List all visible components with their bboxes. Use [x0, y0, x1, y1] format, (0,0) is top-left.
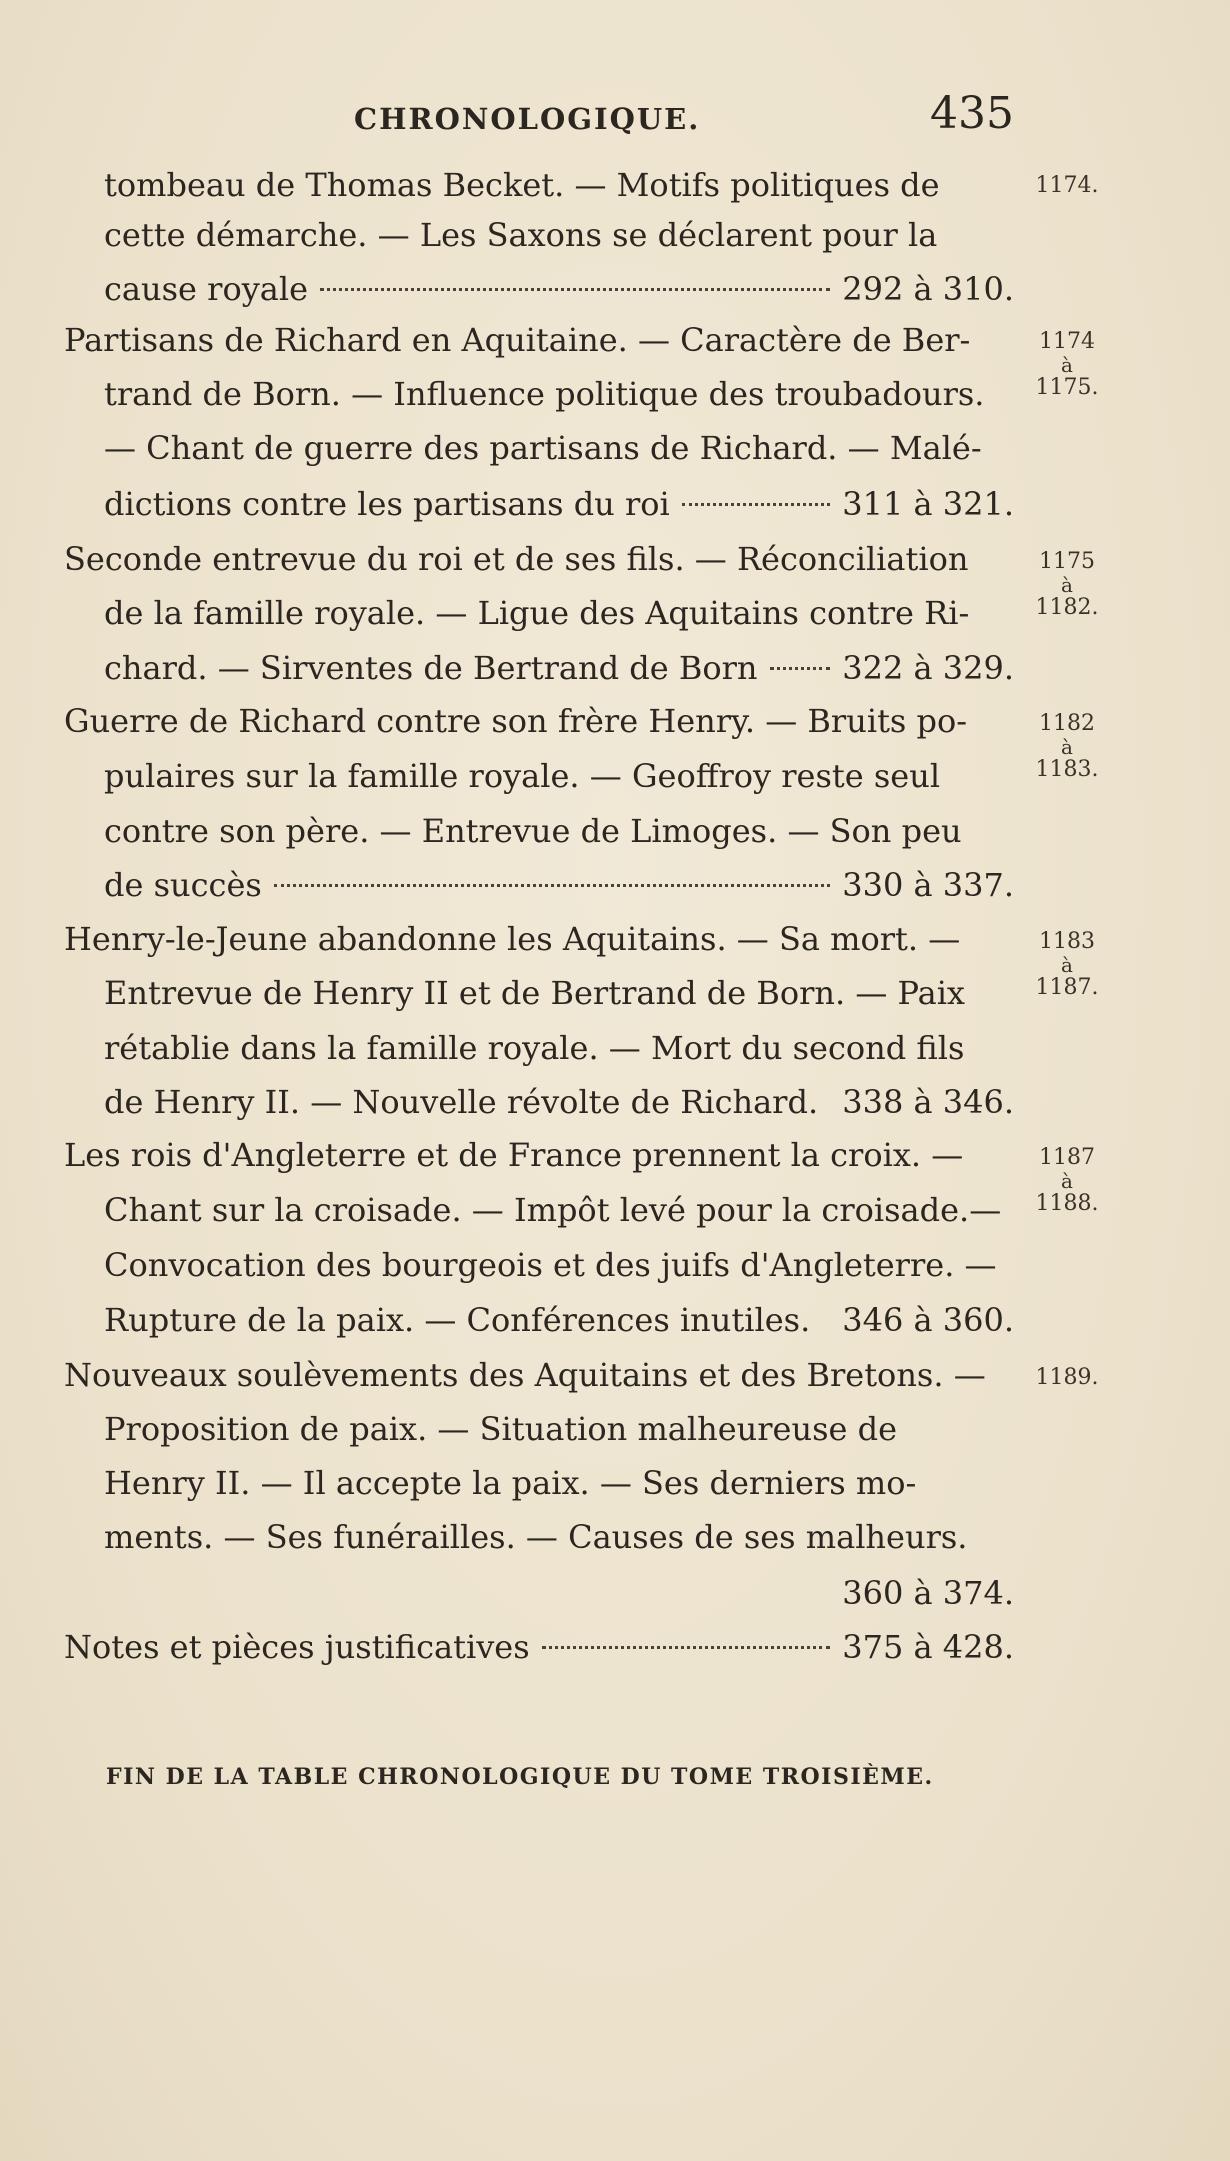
entry-line: Proposition de paix. — Situation malheureuse de — [104, 1410, 898, 1448]
page-range: 338 à 346. — [842, 1083, 1014, 1121]
entry-line: Chant sur la croisade. — Impôt levé pour la croisade.— — [104, 1191, 1002, 1229]
date-annotation: 1175 à 1182. — [1035, 549, 1099, 620]
entry-line: Nouveaux soulèvements des Aquitains et des Bretons. — — [64, 1356, 986, 1394]
running-title: CHRONOLOGIQUE. — [354, 102, 701, 136]
page-range-line — [104, 1568, 1014, 1618]
end-of-table-note: FIN DE LA TABLE CHRONOLOGIQUE DU TOME TROISIÈME. — [106, 1764, 934, 1790]
dot-leader — [274, 884, 830, 887]
date-annotation: 1174 à 1175. — [1035, 329, 1099, 400]
entry-line: Henry II. — Il accepte la paix. — Ses derniers mo- — [104, 1464, 917, 1502]
page-range: 375 à 428. — [842, 1628, 1014, 1666]
page-range: 360 à 374. — [842, 1574, 1014, 1612]
entry-line-with-pages: Notes et pièces justificatives 375 à 428. — [64, 1622, 1014, 1672]
entry-line: Henry-le-Jeune abandonne les Aquitains. — Sa mort. — — [64, 920, 961, 958]
page-range: 346 à 360. — [842, 1301, 1014, 1339]
date-annotation: 1182 à 1183. — [1035, 711, 1099, 782]
entry-line-with-pages: de Henry II. — Nouvelle révolte de Richard. 338 à 346. — [104, 1077, 1014, 1127]
entry-line: cette démarche. — Les Saxons se déclarent pour la — [104, 216, 938, 254]
date-annotation: 1189. — [1035, 1365, 1099, 1390]
entry-line-with-pages: chard. — Sirventes de Bertrand de Born 322 à 329. — [104, 643, 1014, 693]
entry-line: Partisans de Richard en Aquitaine. — Caractère de Ber- — [64, 321, 971, 359]
entry-line: contre son père. — Entrevue de Limoges. — Son peu — [104, 812, 962, 850]
entry-line-with-pages: de succès 330 à 337. — [104, 860, 1014, 910]
entry-line-with-pages: dictions contre les partisans du roi 311 à 321. — [104, 479, 1014, 529]
entry-line: trand de Born. — Influence politique des troubadours. — [104, 375, 985, 413]
entry-line-with-pages: Rupture de la paix. — Conférences inutiles. 346 à 360. — [104, 1295, 1014, 1345]
date-annotation: 1174. — [1035, 173, 1099, 198]
entry-line: ments. — Ses funérailles. — Causes de ses malheurs. — [104, 1518, 968, 1556]
entry-line: Guerre de Richard contre son frère Henry. — Bruits po- — [64, 702, 968, 740]
page-number: 435 — [930, 88, 1014, 139]
entry-line: Seconde entrevue du roi et de ses fils. — Réconciliation — [64, 540, 969, 578]
entry-line: Les rois d'Angleterre et de France prennent la croix. — — [64, 1136, 964, 1174]
dot-leader — [542, 1646, 831, 1649]
dot-leader — [320, 288, 830, 291]
entry-line: Convocation des bourgeois et des juifs d'Angleterre. — — [104, 1246, 997, 1284]
entry-line: de la famille royale. — Ligue des Aquitains contre Ri- — [104, 594, 970, 632]
entry-line: Entrevue de Henry II et de Bertrand de Born. — Paix — [104, 974, 965, 1012]
dot-leader — [770, 667, 831, 670]
entry-line-with-pages: cause royale 292 à 310. — [104, 264, 1014, 314]
page-range: 311 à 321. — [842, 485, 1014, 523]
entry-line: — Chant de guerre des partisans de Richard. — Malé- — [104, 429, 982, 467]
page-header — [354, 88, 1014, 148]
entry-line: rétablie dans la famille royale. — Mort du second fils — [104, 1029, 965, 1067]
date-annotation: 1183 à 1187. — [1035, 929, 1099, 1000]
date-annotation: 1187 à 1188. — [1035, 1145, 1099, 1216]
page-range: 330 à 337. — [842, 866, 1014, 904]
entry-line: tombeau de Thomas Becket. — Motifs politiques de — [104, 166, 940, 204]
entry-line: pulaires sur la famille royale. — Geoffroy reste seul — [104, 757, 941, 795]
dot-leader — [682, 503, 831, 506]
page-range: 322 à 329. — [842, 649, 1014, 687]
page-range: 292 à 310. — [842, 270, 1014, 308]
